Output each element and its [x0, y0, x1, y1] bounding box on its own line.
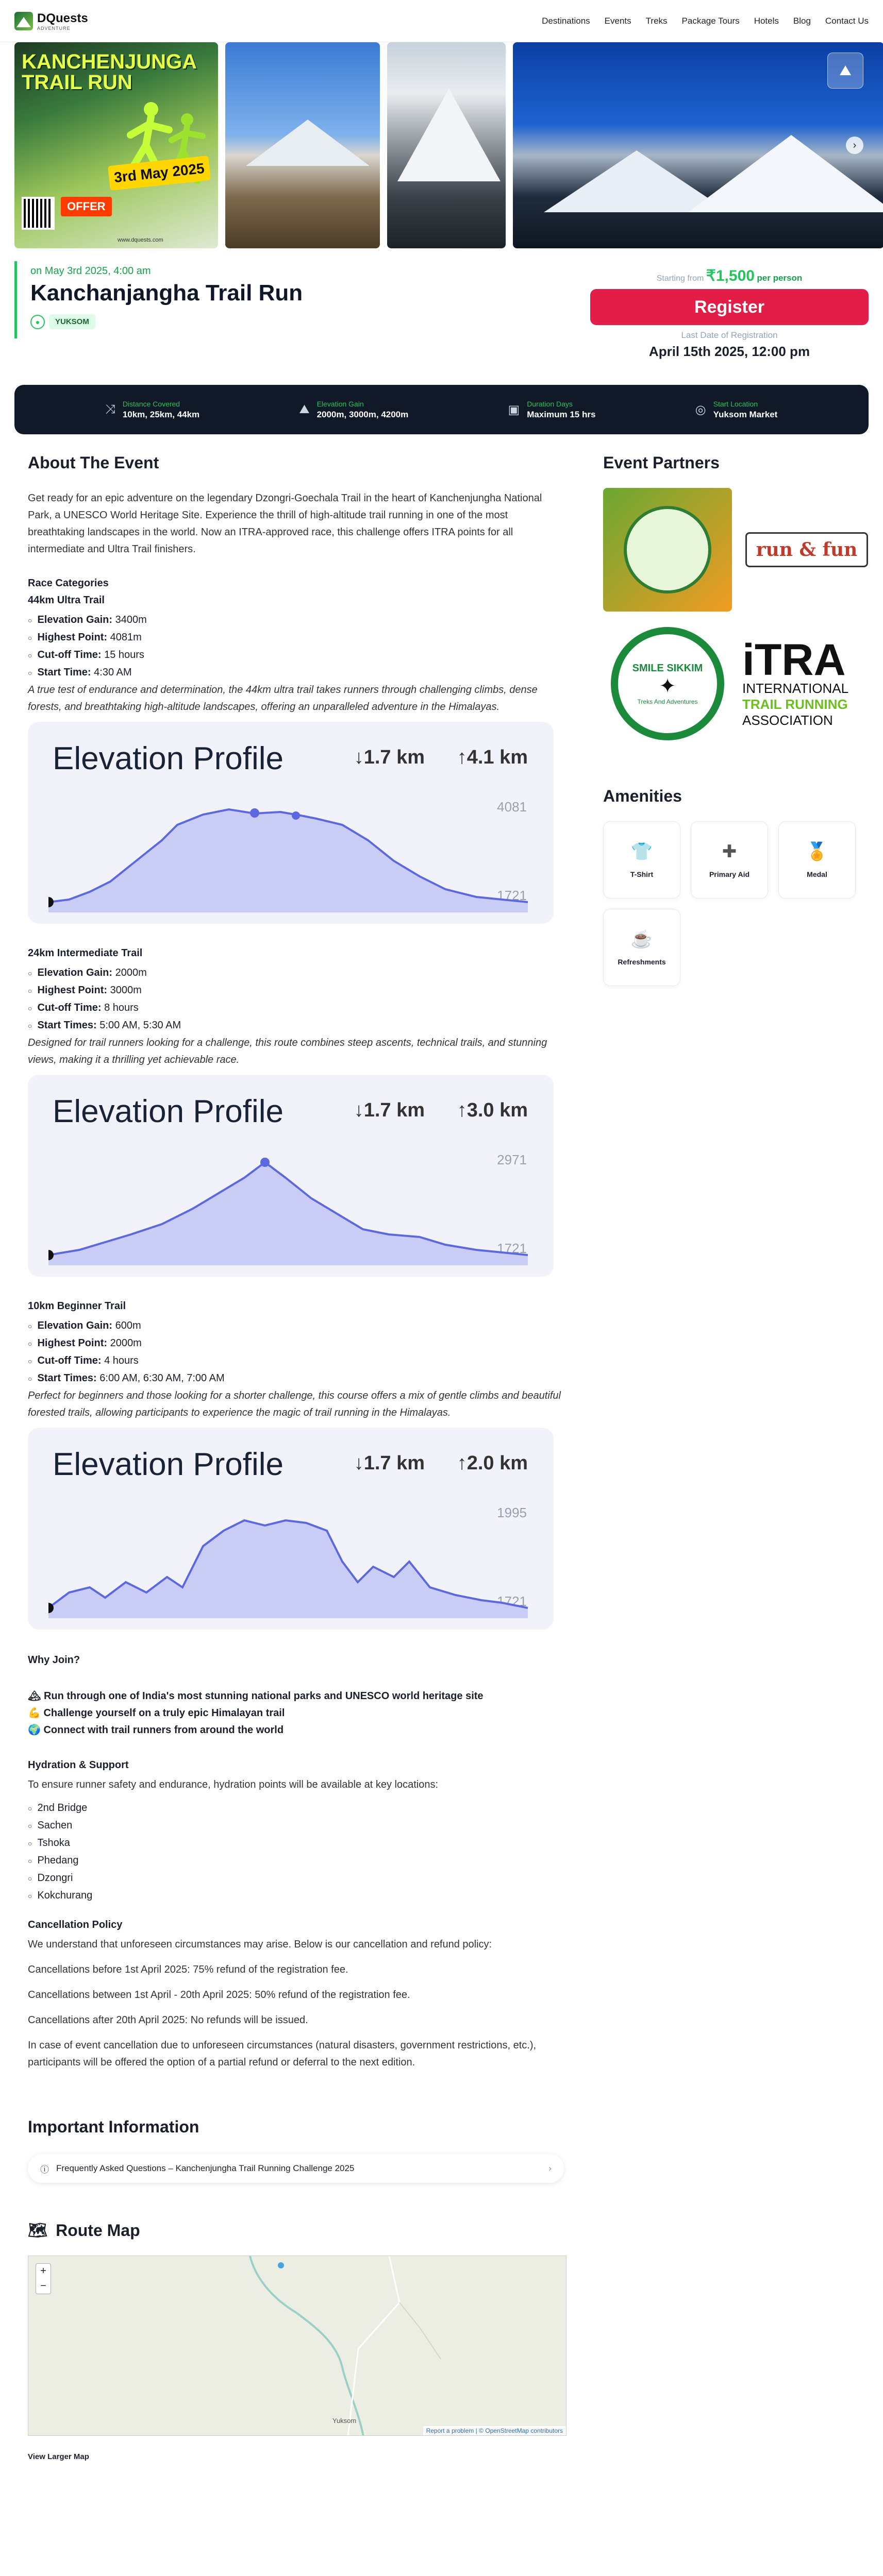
race-detail: [28, 1335, 567, 1352]
refreshment-icon: ☕: [630, 929, 653, 949]
cancellation-line: In case of event cancellation due to unforeseen circumstances (natural disasters, government restrictions, etc.), participants will be offered the option of a partial refund or deferral to the next edition.: [28, 2040, 537, 2068]
image-gallery: [0, 42, 883, 248]
descent-stat: ↓1.7 km: [354, 1452, 425, 1474]
event-stats-bar: [14, 385, 869, 434]
route-map-title: Route Map: [56, 2221, 140, 2240]
amenity-medal: [778, 821, 856, 899]
why-item: 💪 Challenge yourself on a truly epic Himalayan trail: [28, 1707, 285, 1719]
detail-key: Cut-off Time:: [37, 649, 102, 660]
info-icon: ⓘ: [40, 2164, 49, 2175]
hydration-points: [28, 1800, 567, 1905]
detail-value: 3000m: [110, 985, 142, 996]
detail-value: 5:00 AM, 5:30 AM: [99, 1020, 181, 1031]
descent-value: 1.7 km: [363, 1452, 425, 1474]
faq-question: Frequently Asked Questions – Kanchenjungha Trail Running Challenge 2025: [56, 2163, 355, 2173]
chevron-right-icon: ›: [548, 2163, 552, 2173]
event-hero: [0, 248, 883, 377]
amenity-label: Medal: [807, 870, 827, 878]
last-date-label: Last Date of Registration: [681, 330, 778, 340]
detail-value: 3400m: [115, 614, 147, 625]
qr-code: [22, 197, 55, 230]
amenity-tshirt: [603, 821, 680, 899]
last-date-value: April 15th 2025, 12:00 pm: [648, 344, 810, 359]
amenity-primary-aid: [691, 821, 768, 899]
medal-icon: 🏅: [806, 842, 828, 861]
stat-key: Elevation Gain: [316, 399, 364, 408]
about-heading: About The Event: [28, 453, 159, 472]
top-navbar: [0, 0, 883, 42]
stat-duration: [508, 400, 596, 420]
map-zoom-controls: [36, 2263, 51, 2294]
detail-key: Highest Point:: [37, 632, 108, 643]
map-place-label: Yuksom: [332, 2417, 357, 2425]
partners-grid: [603, 488, 871, 745]
race-detail: [28, 1317, 567, 1335]
nav-hotels[interactable]: Hotels: [754, 15, 779, 26]
zoom-out-icon[interactable]: −: [40, 2280, 46, 2292]
race-details: [28, 964, 567, 1035]
detail-value: 8 hours: [104, 1002, 139, 1013]
why-item: 🏔 Run through one of India's most stunning national parks and UNESCO world heritage site: [28, 1690, 484, 1702]
profile-title: Elevation Profile: [53, 741, 284, 776]
itra-line-1: INTERNATIONAL: [742, 680, 849, 696]
partner-logo-1[interactable]: [603, 488, 732, 612]
hydration-point-label: ○ Kokchurang: [37, 1890, 93, 1901]
poster-site: www.dquests.com: [118, 237, 163, 243]
poster-title: KANCHENJUNGA TRAIL RUN: [22, 50, 196, 94]
race-categories-heading: Race Categories: [28, 578, 109, 589]
hydration-point-label: ○ Dzongri: [37, 1872, 73, 1884]
event-title: Kanchanjangha Trail Run: [30, 280, 303, 306]
amenity-refreshments: [603, 909, 680, 986]
race-name: 10km Beginner Trail: [28, 1300, 126, 1312]
hydration-point: [28, 1800, 567, 1817]
descent-value: 1.7 km: [363, 1099, 425, 1121]
amenities-grid: [603, 821, 871, 986]
main-content: [28, 453, 567, 2461]
itra-mark: iTRA: [742, 635, 846, 685]
detail-key: Highest Point:: [37, 985, 108, 996]
map-canvas: [28, 2256, 567, 2436]
itra-line-3: ASSOCIATION: [742, 712, 833, 728]
tshirt-icon: 👕: [630, 842, 653, 861]
race-detail: [28, 664, 567, 682]
ascent-value: 4.1 km: [467, 747, 528, 768]
profile-max: 4081: [497, 799, 527, 815]
hydration-point-label: ○ 2nd Bridge: [37, 1802, 88, 1814]
price-amount: ₹1,500: [706, 267, 755, 284]
amenity-label: T-Shirt: [630, 870, 654, 878]
detail-key: Elevation Gain:: [37, 1320, 113, 1331]
detail-key: Cut-off Time:: [37, 1002, 102, 1013]
elevation-profile-44km: [28, 722, 554, 924]
location-icon: ◎: [695, 402, 706, 417]
nav-blog[interactable]: Blog: [793, 15, 811, 26]
view-larger-map-link[interactable]: View Larger Map: [28, 2452, 89, 2461]
detail-key: Cut-off Time:: [37, 1355, 102, 1366]
map-pin-icon: ●: [30, 315, 45, 329]
race-detail: [28, 964, 567, 982]
location-label: YUKSOM: [49, 314, 95, 329]
stat-key: Duration Days: [527, 399, 573, 408]
price-line: [590, 267, 869, 285]
race-detail: [28, 999, 567, 1017]
stat-key: Distance Covered: [122, 399, 180, 408]
profile-min: 1721: [497, 1241, 527, 1256]
detail-value: 4:30 AM: [94, 667, 132, 678]
map-attribution[interactable]: Report a problem | © OpenStreetMap contributors: [423, 2426, 566, 2435]
brand-logo[interactable]: [14, 11, 88, 31]
profile-min: 1721: [497, 888, 527, 903]
why-item: 🌍 Connect with trail runners from around the world: [28, 1724, 284, 1736]
hydration-heading: Hydration & Support: [28, 1759, 129, 1771]
profile-title: Elevation Profile: [53, 1094, 284, 1129]
sidebar: [603, 453, 871, 986]
first-aid-icon: ✚: [722, 842, 737, 861]
nav-package-tours[interactable]: Package Tours: [681, 15, 740, 26]
partner-logo-itra[interactable]: [742, 622, 871, 745]
partner-logo-run-fun[interactable]: [742, 488, 871, 612]
main-menu: [542, 16, 869, 26]
elevation-chart: [48, 794, 533, 912]
nav-treks[interactable]: Treks: [645, 15, 668, 26]
nav-destinations[interactable]: Destinations: [542, 15, 590, 26]
stat-start: [695, 400, 778, 420]
mountain-icon: ⛰: [299, 402, 310, 416]
stat-key: Start Location: [713, 399, 758, 408]
cancellation-line: Cancellations between 1st April - 20th April 2025: 50% refund of the registration fee.: [28, 1989, 410, 2001]
hydration-point: [28, 1887, 567, 1905]
profile-max: 2971: [497, 1152, 527, 1167]
smile-sikkim-sub: Treks And Adventures: [637, 698, 698, 705]
faq-accordion[interactable]: [28, 2154, 564, 2183]
race-detail: [28, 1352, 567, 1370]
cancellation-line: Cancellations after 20th April 2025: No refunds will be issued.: [28, 2014, 308, 2026]
detail-value: 4 hours: [104, 1355, 139, 1366]
descent-stat: ↓1.7 km: [354, 1099, 425, 1121]
gallery-image-4[interactable]: [513, 42, 883, 248]
detail-key: Highest Point:: [37, 1337, 108, 1349]
elevation-profile-10km: [28, 1428, 554, 1630]
stat-value: 10km, 25km, 44km: [122, 409, 200, 419]
race-detail: [28, 612, 567, 629]
race-detail: [28, 1370, 567, 1387]
race-details: [28, 612, 567, 682]
profile-min: 1721: [497, 1594, 527, 1609]
gallery-next-icon[interactable]: ›: [846, 137, 863, 154]
smile-sikkim-name: SMILE SIKKIM: [632, 662, 703, 674]
stat-value: 2000m, 3000m, 4200m: [316, 409, 409, 419]
gallery-image-2[interactable]: [225, 42, 380, 248]
amenity-label: Primary Aid: [709, 870, 750, 878]
itra-line-2: TRAIL RUNNING: [742, 696, 848, 712]
price-box: [590, 267, 869, 360]
partner-run-fun: run & fun: [745, 532, 869, 567]
poster-date: 3rd May 2025: [108, 156, 211, 191]
zoom-in-icon[interactable]: +: [40, 2265, 46, 2277]
race-description: Perfect for beginners and those looking for a shorter challenge, this course offers a mix of gentle climbs and beautiful forested trails, allowing participants to experience the magic of trail running in the Himalayas.: [28, 1390, 561, 1418]
detail-value: 15 hours: [104, 649, 144, 660]
brand-name: DQuests: [37, 11, 88, 25]
hydration-point-label: ○ Sachen: [37, 1820, 73, 1831]
profile-max: 1995: [497, 1505, 527, 1520]
poster-offer: OFFER: [61, 197, 112, 216]
detail-key: Elevation Gain:: [37, 614, 113, 625]
gallery-image-3[interactable]: [387, 42, 506, 248]
detail-value: 2000m: [115, 967, 147, 978]
detail-key: Elevation Gain:: [37, 967, 113, 978]
nav-events[interactable]: Events: [604, 15, 631, 26]
event-headline: [14, 261, 303, 338]
race-detail: [28, 982, 567, 999]
amenities-heading: Amenities: [603, 787, 682, 805]
brand-sub: ADVENTURE: [37, 25, 71, 31]
ascent-stat: ↑3.0 km: [457, 1099, 528, 1121]
detail-key: Start Times:: [37, 1372, 97, 1384]
compass-icon: ✦: [659, 674, 676, 698]
detail-key: Start Times:: [37, 1020, 97, 1031]
race-description: Designed for trail runners looking for a challenge, this route combines steep ascents, technical trails, and stunning views, making it a thrilling yet achievable race.: [28, 1037, 547, 1065]
hydration-text: To ensure runner safety and endurance, hydration points will be available at key locations:: [28, 1779, 439, 1790]
hydration-point: [28, 1870, 567, 1887]
race-details: [28, 1317, 567, 1387]
detail-value: 6:00 AM, 6:30 AM, 7:00 AM: [99, 1372, 225, 1384]
hydration-point-label: ○ Tshoka: [37, 1837, 70, 1849]
price-per: per person: [757, 273, 803, 283]
detail-key: Start Time:: [37, 667, 91, 678]
race-detail: [28, 647, 567, 664]
amenity-label: Refreshments: [618, 958, 666, 966]
event-poster[interactable]: [14, 42, 218, 248]
ascent-value: 2.0 km: [467, 1452, 528, 1474]
stat-value: Maximum 15 hrs: [527, 409, 596, 419]
hydration-point: [28, 1852, 567, 1870]
descent-value: 1.7 km: [363, 747, 425, 768]
hydration-point-label: ○ Phedang: [37, 1855, 79, 1866]
race-name: 44km Ultra Trail: [28, 595, 105, 606]
event-date: on May 3rd 2025, 4:00 am: [30, 265, 151, 277]
important-info-heading: Important Information: [28, 2117, 199, 2136]
race-description: A true test of endurance and determination, the 44km ultra trail takes runners through challenging climbs, dense forests, and breathtaking high-altitude landscapes, offering an unparalleled adventure in the Himalayas.: [28, 684, 538, 713]
cancellation-heading: Cancellation Policy: [28, 1919, 123, 1930]
ascent-stat: ↑4.1 km: [457, 747, 528, 768]
map-icon: 🗺: [28, 2222, 48, 2239]
profile-title: Elevation Profile: [53, 1447, 284, 1482]
cancellation-line: We understand that unforeseen circumstances may arise. Below is our cancellation and refund policy:: [28, 1939, 492, 1950]
elevation-chart: [48, 1500, 533, 1618]
partner-logo-smile-sikkim[interactable]: [603, 622, 732, 745]
logo-icon: [14, 12, 33, 30]
race-detail: [28, 629, 567, 647]
price-starting: Starting from: [656, 274, 704, 283]
calendar-icon: ▣: [508, 402, 520, 417]
distance-icon: ⤨: [105, 402, 115, 416]
stat-elevation: [299, 400, 408, 420]
location-chip: [30, 314, 95, 329]
about-text: Get ready for an epic adventure on the legendary Dzongri-Goechala Trail in the heart of Kanchenjungha National Park, a UNESCO World Heritage Site. Experience the thrill of high-altitude trail running in one of the most breathtaking landscapes in the world. Now an ITRA-approved race, this challenge offers ITRA points for all intermediate and Ultra Trail finishers.: [28, 493, 542, 555]
race-detail: [28, 1017, 567, 1035]
elevation-profile-24km: [28, 1075, 554, 1277]
cancellation-line: Cancellations before 1st April 2025: 75% refund of the registration fee.: [28, 1964, 348, 1975]
route-map[interactable]: [28, 2256, 567, 2436]
elevation-chart: [48, 1147, 533, 1265]
descent-stat: ↓1.7 km: [354, 747, 425, 768]
detail-value: 2000m: [110, 1337, 142, 1349]
gallery-expand-icon[interactable]: ⛰: [827, 53, 863, 89]
ascent-value: 3.0 km: [467, 1099, 528, 1121]
hydration-point: [28, 1817, 567, 1835]
ascent-stat: ↑2.0 km: [457, 1452, 528, 1474]
why-heading: Why Join?: [28, 1654, 80, 1666]
partners-heading: Event Partners: [603, 453, 720, 472]
stat-value: Yuksom Market: [713, 409, 778, 419]
hydration-point: [28, 1835, 567, 1852]
detail-value: 4081m: [110, 632, 142, 643]
why-list: [28, 1688, 567, 1739]
detail-value: 600m: [115, 1320, 141, 1331]
route-map-heading: [28, 2221, 567, 2240]
stat-distance: [106, 400, 200, 420]
race-name: 24km Intermediate Trail: [28, 947, 143, 959]
register-button[interactable]: Register: [590, 289, 869, 325]
nav-contact[interactable]: Contact Us: [825, 15, 869, 26]
